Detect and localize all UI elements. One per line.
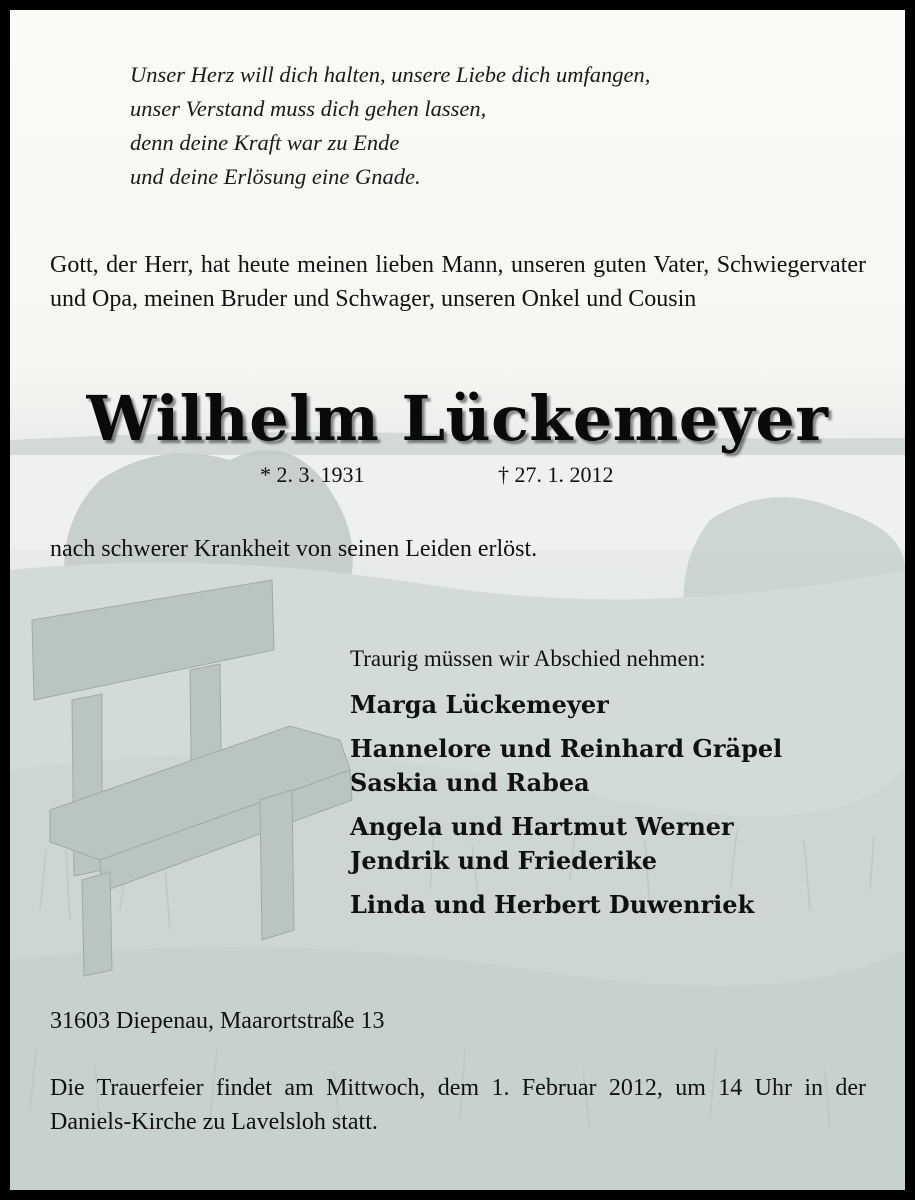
mourners-block [350,642,870,932]
poem-line: denn deine Kraft war zu Ende [130,130,400,155]
release-text: nach schwerer Krankheit von seinen Leiden erlöst. [50,536,538,562]
mourner-name: Linda und Herbert Duwenriek [350,890,755,919]
deceased-name: Wilhelm Lückemeyer [86,382,829,455]
mourner-group [350,688,870,722]
mourner-group [350,732,870,800]
mourner-name: Saskia und Rabea [350,768,590,797]
mourner-name: Jendrik und Friederike [350,846,657,875]
intro-text: Gott, der Herr, hat heute meinen lieben Mann, unseren guten Vater, Schwiegervater und Opa, meinen Bruder und Schwager, unseren Onkel und Cousin [50,252,866,312]
birth-date: * 2. 3. 1931 [260,462,365,487]
mourner-group [350,810,870,878]
poem-verse [130,58,650,194]
family-address: 31603 Diepenau, Maarortstraße 13 [50,1008,385,1034]
death-date: † 27. 1. 2012 [498,462,614,487]
poem-line: und deine Erlösung eine Gnade. [130,164,421,189]
poem-line: Unser Herz will dich halten, unsere Liebe dich umfangen, [130,62,651,87]
mourners-intro: Traurig müssen wir Abschied nehmen: [350,646,706,671]
poem-line: unser Verstand muss dich gehen lassen, [130,96,487,121]
funeral-info: Die Trauerfeier findet am Mittwoch, dem 1. Februar 2012, um 14 Uhr in der Daniels-Kirche zu Lavelsloh statt. [50,1075,866,1135]
mourner-name: Hannelore und Reinhard Gräpel [350,734,783,763]
mourner-name: Marga Lückemeyer [350,690,609,719]
mourner-group [350,888,870,922]
mourner-name: Angela und Hartmut Werner [350,812,734,841]
